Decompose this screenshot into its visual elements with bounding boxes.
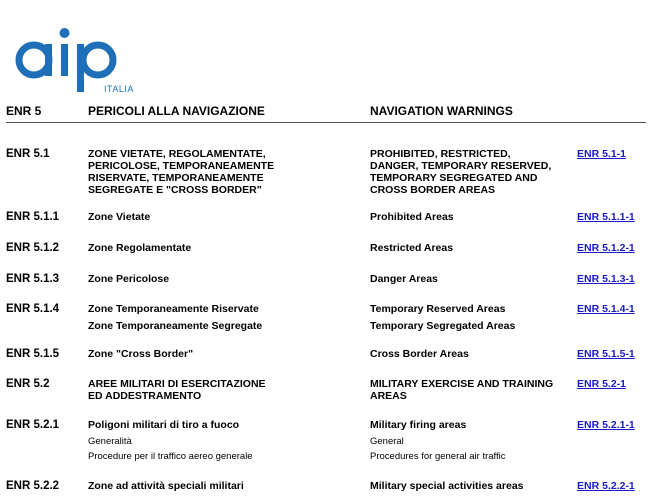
row-subitem-it: Procedure per il traffico aereo generale bbox=[88, 451, 253, 462]
row-title-it: Zone Vietate bbox=[88, 211, 151, 223]
row-title-en: Military firing areas bbox=[370, 419, 467, 431]
row-page-link[interactable]: ENR 5.1.1-1 bbox=[577, 211, 635, 223]
row-page-link[interactable]: ENR 5.1.5-1 bbox=[577, 348, 635, 360]
row-title-it: Zone Regolamentate bbox=[88, 242, 192, 254]
row-page-link[interactable]: ENR 5.1.3-1 bbox=[577, 273, 635, 285]
row-title-it-secondary: Zone Temporaneamente Segregate bbox=[88, 320, 263, 332]
row-title-en: Cross Border Areas bbox=[370, 348, 469, 360]
row-code: ENR 5.1.5 bbox=[6, 348, 60, 360]
row-code: ENR 5.1.3 bbox=[6, 273, 60, 285]
row-subitem-it: Generalità bbox=[88, 436, 132, 447]
row-code: ENR 5.1.2 bbox=[6, 242, 60, 254]
aip-logo bbox=[14, 14, 134, 94]
header-title-en: NAVIGATION WARNINGS bbox=[370, 104, 513, 118]
row-title-it: Zone ad attività speciali militari bbox=[88, 480, 244, 492]
row-title-it: AREE MILITARI DI ESERCITAZIONE ED ADDESTRAMENTO bbox=[88, 378, 266, 402]
row-title-it: Zone "Cross Border" bbox=[88, 348, 194, 360]
row-subitem-en: General bbox=[370, 436, 404, 447]
row-title-en: Prohibited Areas bbox=[370, 211, 454, 223]
row-page-link[interactable]: ENR 5.1.4-1 bbox=[577, 303, 635, 315]
row-code: ENR 5.1.1 bbox=[6, 211, 60, 223]
row-title-en: Danger Areas bbox=[370, 273, 438, 285]
row-code: ENR 5.2 bbox=[6, 378, 50, 390]
row-page-link[interactable]: ENR 5.1-1 bbox=[577, 148, 627, 160]
row-page-link[interactable]: ENR 5.2.2-1 bbox=[577, 480, 635, 492]
header-code: ENR 5 bbox=[6, 104, 42, 118]
row-page-link[interactable]: ENR 5.2-1 bbox=[577, 378, 627, 390]
row-title-it: Zone Pericolose bbox=[88, 273, 170, 285]
row-title-en: Restricted Areas bbox=[370, 242, 454, 254]
header-title-it: PERICOLI ALLA NAVIGAZIONE bbox=[88, 104, 265, 118]
row-page-link[interactable]: ENR 5.2.1-1 bbox=[577, 419, 635, 431]
row-title-en: PROHIBITED, RESTRICTED, DANGER, TEMPORARY RESERVED, TEMPORARY SEGREGATED AND CROSS BORDER AREAS bbox=[370, 148, 552, 196]
row-title-it: ZONE VIETATE, REGOLAMENTATE, PERICOLOSE, TEMPORANEAMENTE RISERVATE, TEMPORANEAMENTE SEGREGATE E "CROSS BORDER" bbox=[88, 148, 275, 196]
row-title-en-secondary: Temporary Segregated Areas bbox=[370, 320, 516, 332]
row-code: ENR 5.2.1 bbox=[6, 419, 60, 431]
row-title-it: Zone Temporaneamente Riservate bbox=[88, 303, 259, 315]
row-page-link[interactable]: ENR 5.1.2-1 bbox=[577, 242, 635, 254]
header-divider bbox=[6, 122, 646, 123]
row-subitem-en: Procedures for general air traffic bbox=[370, 451, 506, 462]
logo-subtitle: ITALIA bbox=[104, 84, 134, 94]
row-code: ENR 5.1.4 bbox=[6, 303, 60, 315]
row-code: ENR 5.2.2 bbox=[6, 480, 60, 492]
row-title-it: Poligoni militari di tiro a fuoco bbox=[88, 419, 240, 431]
row-title-en: Military special activities areas bbox=[370, 480, 524, 492]
row-code: ENR 5.1 bbox=[6, 148, 50, 160]
row-title-en: MILITARY EXERCISE AND TRAINING AREAS bbox=[370, 378, 554, 402]
row-title-en: Temporary Reserved Areas bbox=[370, 303, 506, 315]
